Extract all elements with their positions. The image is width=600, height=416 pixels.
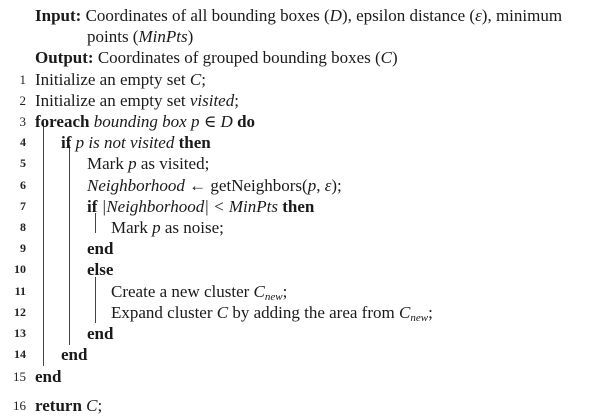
line-number: 3 [19,114,26,129]
line-number: 6 [20,178,26,192]
var-minpts: MinPts [138,27,188,46]
keyword: end [87,239,114,258]
keyword: else [87,260,114,279]
stmt-text: Expand cluster [111,303,217,322]
keyword: end [87,324,114,343]
stmt-text: ; [282,282,288,301]
input-label: Input: [35,6,82,25]
keyword: end [61,345,88,364]
condition: |Neighborhood| < MinPts [101,197,278,216]
line-number: 9 [20,241,26,255]
keyword: end [35,367,62,386]
var: ε [324,176,332,195]
foreach-block-bar [43,123,44,366]
stmt-text: ; [234,91,239,110]
var: C [216,303,229,322]
var: visited [189,91,235,110]
keyword: if [87,197,98,216]
input-text: ) [187,27,194,46]
var: C [189,70,202,89]
var-C: C [380,48,392,67]
condition: bounding box p ∈ D [93,112,233,131]
stmt-text: ; [201,70,206,89]
keyword: do [237,112,256,131]
condition: p is not visited [75,133,175,152]
line-number: 1 [19,72,26,87]
input-text: ), epsilon distance ( [341,6,476,25]
stmt-text: ← getNeighbors( [184,176,308,195]
stmt-text: as noise; [160,218,224,237]
var: p [152,218,161,237]
line-number: 14 [14,347,26,361]
stmt-text: ; [97,396,103,415]
keyword: then [282,197,315,216]
stmt-text: Mark [87,154,129,173]
line-number: 2 [19,93,26,108]
line-number: 15 [13,369,26,384]
var-D: D [329,6,342,25]
input-text: ), minimum [481,6,563,25]
keyword: if [61,133,72,152]
stmt-text: by adding the area from [228,303,399,322]
stmt-text: as visited; [136,154,210,173]
stmt-text: Create a new cluster [111,282,254,301]
var: p [128,154,137,173]
stmt-text: Initialize an empty set [35,91,190,110]
keyword: then [178,133,211,152]
line-number: 5 [20,156,26,170]
var: C [253,282,265,301]
output-text: ) [392,48,398,67]
line-number: 8 [20,220,26,234]
line-number: 12 [14,305,26,319]
line-number: 4 [20,135,26,149]
input-text: points ( [87,27,139,46]
var: C [398,303,411,322]
line-number: 13 [14,326,26,340]
output-label: Output: [35,48,94,67]
stmt-text: , [316,176,325,195]
line-number: 7 [20,199,26,213]
subscript: new [264,291,283,303]
var: C [86,396,98,415]
line-number: 10 [14,262,26,276]
var-epsilon: ε [475,6,482,25]
var: p [307,176,317,195]
stmt-text: Initialize an empty set [35,70,190,89]
keyword: return [35,396,82,415]
line-number: 16 [13,398,26,413]
subscript: new [410,312,429,324]
input-text: Coordinates of all bounding boxes ( [85,6,330,25]
stmt-text: ); [331,176,342,195]
line-number: 11 [14,284,26,298]
keyword: foreach [35,112,90,131]
stmt-text: ; [428,303,433,322]
var: Neighborhood [87,176,185,195]
stmt-text: Mark [111,218,153,237]
if-block-bar [69,145,70,345]
output-text: Coordinates of grouped bounding boxes ( [97,48,381,67]
else-block-bar [95,277,96,323]
